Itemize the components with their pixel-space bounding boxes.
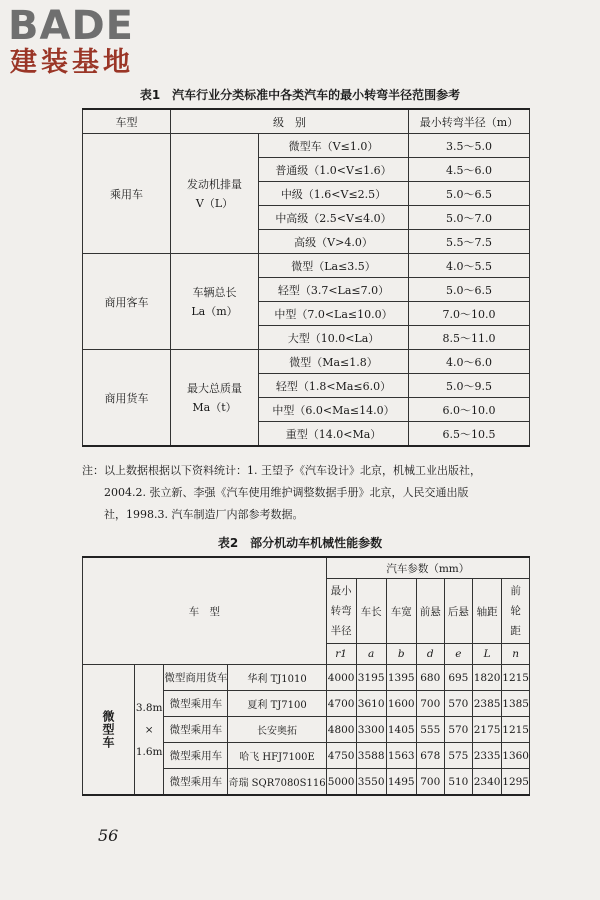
radius-cell: 7.0～10.0 [409,302,530,326]
vehicle-type-cell: 商用客车 [83,254,171,350]
value-cell: 5000 [326,769,356,796]
model-cell: 夏利 TJ7100 [228,691,326,717]
value-cell: 695 [444,665,472,691]
radius-cell: 6.0～10.0 [409,398,530,422]
level-cell: 高级（V>4.0） [259,230,409,254]
value-cell: 2335 [472,743,501,769]
value-cell: 4800 [326,717,356,743]
category-cell: 微型乘用车 [164,769,228,796]
logo [8,4,134,78]
model-cell: 哈飞 HFJ7100E [228,743,326,769]
value-cell: 700 [416,691,444,717]
vehicle-type-header: 车 型 [83,557,327,665]
value-cell: 4000 [326,665,356,691]
radius-cell: 4.0～6.0 [409,350,530,374]
logo-main-text: BADE [8,3,134,49]
value-cell: 570 [444,717,472,743]
value-cell: 3300 [356,717,386,743]
symbol-cell: e [444,644,472,665]
level-cell: 中型（6.0<Ma≤14.0） [259,398,409,422]
value-cell: 1385 [502,691,530,717]
radius-cell: 4.0～5.5 [409,254,530,278]
level-cell: 中型（7.0<La≤10.0） [259,302,409,326]
page-number: 56 [98,826,119,845]
category-cell: 微型乘用车 [164,691,228,717]
vehicle-type-cell: 商用货车 [83,350,171,447]
category-cell: 微型乘用车 [164,717,228,743]
size-label-line: 1.6m [135,745,163,758]
table-row [83,134,530,158]
value-cell: 4750 [326,743,356,769]
radius-cell: 5.5～7.5 [409,230,530,254]
header-cell-type: 车型 [83,109,171,134]
radius-cell: 5.0～6.5 [409,182,530,206]
value-cell: 680 [416,665,444,691]
model-cell: 华利 TJ1010 [228,665,326,691]
table1-note [82,460,532,526]
header-row [83,557,530,579]
size-label-cell [135,665,164,796]
criterion-line: 车辆总长 [192,285,237,299]
criterion-cell [171,134,259,254]
radius-cell: 4.5～6.0 [409,158,530,182]
criterion-line: 最大总质量 [187,381,242,395]
value-cell: 575 [444,743,472,769]
value-cell: 700 [416,769,444,796]
column-header: 车宽 [386,579,416,644]
category-cell: 微型乘用车 [164,743,228,769]
table-row [83,254,530,278]
criterion-line: Ma（t） [192,400,237,414]
model-cell: 奇瑞 SQR7080S116 [228,769,326,796]
table-row [83,350,530,374]
level-cell: 中级（1.6<V≤2.5） [259,182,409,206]
level-cell: 微型车（V≤1.0） [259,134,409,158]
vehicle-type-cell: 乘用车 [83,134,171,254]
symbol-cell: a [356,644,386,665]
header-cell-radius: 最小转弯半径（m） [409,109,530,134]
header-row [83,109,530,134]
value-cell: 555 [416,717,444,743]
value-cell: 1295 [502,769,530,796]
symbol-cell: n [502,644,530,665]
size-label-line: × [144,723,154,736]
value-cell: 1563 [386,743,416,769]
value-cell: 678 [416,743,444,769]
vehicle-params-table [82,556,530,796]
symbol-cell: L [472,644,501,665]
criterion-line: La（m） [191,304,238,318]
criterion-line: V（L） [195,196,234,210]
value-cell: 3588 [356,743,386,769]
level-cell: 微型（La≤3.5） [259,254,409,278]
params-header: 汽车参数（mm） [326,557,529,579]
table1-caption: 表1 汽车行业分类标准中各类汽车的最小转弯半径范围参考 [139,88,461,102]
criterion-cell [171,350,259,447]
value-cell: 1820 [472,665,501,691]
group-label: 微型车 [101,710,115,749]
value-cell: 4700 [326,691,356,717]
value-cell: 2340 [472,769,501,796]
value-cell: 1360 [502,743,530,769]
note-line: 2004.2. 张立新、李强《汽车使用维护调整数据手册》北京，人民交通出版 [104,486,469,499]
turning-radius-table [82,108,530,447]
note-line: 注：以上数据根据以下资料统计：1. 王望予《汽车设计》北京，机械工业出版社， [82,464,481,477]
column-header: 车长 [356,579,386,644]
level-cell: 轻型（3.7<La≤7.0） [259,278,409,302]
value-cell: 1215 [502,665,530,691]
symbol-cell: d [416,644,444,665]
level-cell: 中高级（2.5<V≤4.0） [259,206,409,230]
logo-sub-text: 建装基地 [10,47,134,78]
column-header: 前悬 [416,579,444,644]
value-cell: 3610 [356,691,386,717]
value-cell: 570 [444,691,472,717]
value-cell: 1215 [502,717,530,743]
level-cell: 大型（10.0<La） [259,326,409,350]
criterion-line: 发动机排量 [187,177,242,191]
symbol-cell: r1 [326,644,356,665]
group-label-cell [83,665,135,796]
header-cell-level: 级 别 [171,109,409,134]
value-cell: 3195 [356,665,386,691]
level-cell: 微型（Ma≤1.8） [259,350,409,374]
column-header: 后悬 [444,579,472,644]
value-cell: 510 [444,769,472,796]
column-header: 轴距 [472,579,501,644]
table-row [83,665,530,691]
value-cell: 2175 [472,717,501,743]
level-cell: 普通级（1.0<V≤1.6） [259,158,409,182]
radius-cell: 5.0～9.5 [409,374,530,398]
level-cell: 轻型（1.8<Ma≤6.0） [259,374,409,398]
note-line: 社，1998.3. 汽车制造厂内部参考数据。 [104,508,304,521]
model-cell: 长安奥拓 [228,717,326,743]
radius-cell: 6.5～10.5 [409,422,530,447]
radius-cell: 8.5～11.0 [409,326,530,350]
value-cell: 1600 [386,691,416,717]
category-cell: 微型商用货车 [164,665,228,691]
size-label-line: 3.8m [135,701,163,714]
criterion-cell [171,254,259,350]
symbol-cell: b [386,644,416,665]
value-cell: 1495 [386,769,416,796]
value-cell: 1405 [386,717,416,743]
radius-cell: 5.0～6.5 [409,278,530,302]
value-cell: 3550 [356,769,386,796]
radius-cell: 5.0～7.0 [409,206,530,230]
column-header: 前轮距 [502,579,530,644]
level-cell: 重型（14.0<Ma） [259,422,409,447]
value-cell: 2385 [472,691,501,717]
column-header: 最小转弯半径 [326,579,356,644]
radius-cell: 3.5～5.0 [409,134,530,158]
table2-caption: 表2 部分机动车机械性能参数 [217,536,383,550]
value-cell: 1395 [386,665,416,691]
